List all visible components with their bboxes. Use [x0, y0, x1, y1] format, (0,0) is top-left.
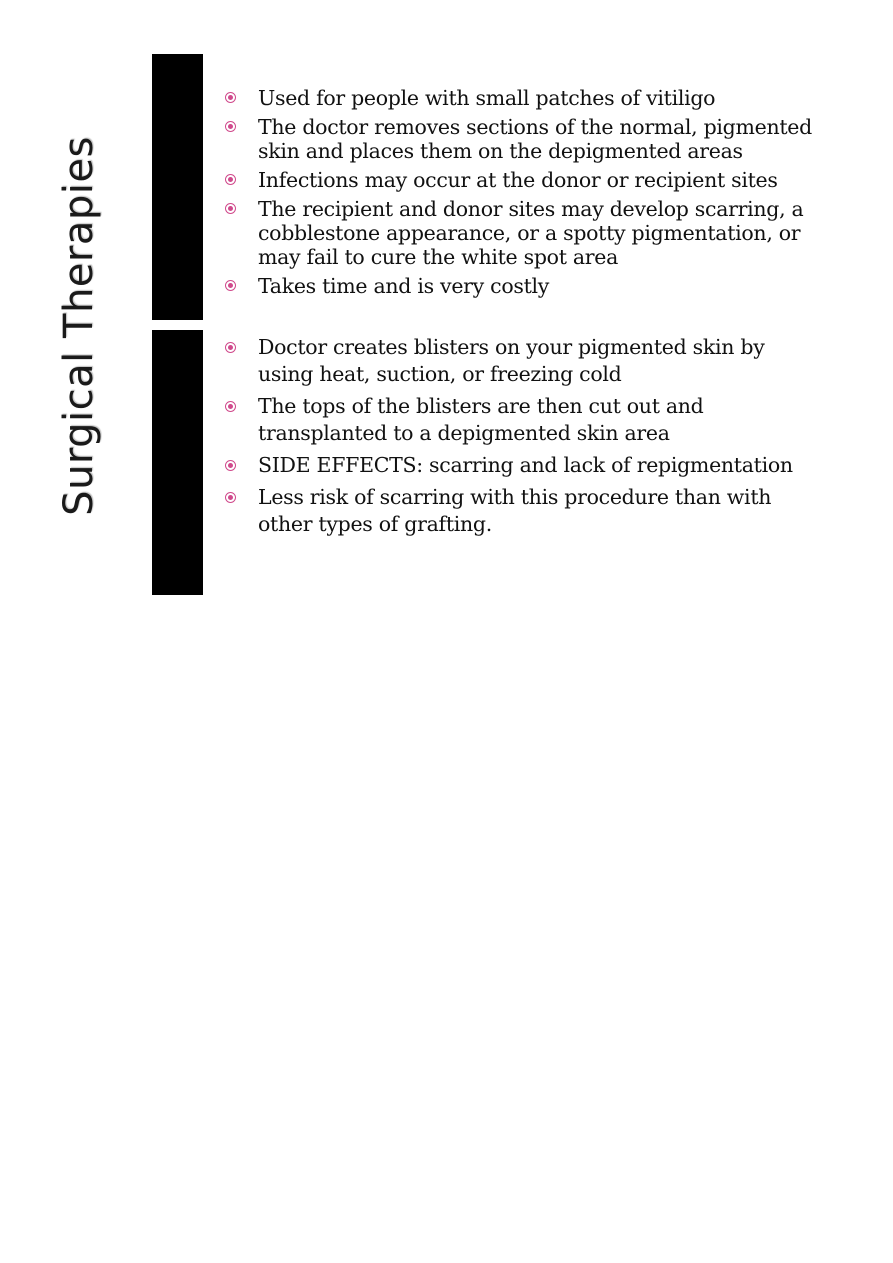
section-bar	[152, 54, 203, 320]
section-blister-grafting	[152, 330, 812, 595]
bullet-text: The tops of the blisters are then cut out and transplanted to a depigmented skin area	[258, 394, 704, 445]
list-item	[224, 393, 814, 447]
bullet-text: Used for people with small patches of vitiligo	[258, 86, 716, 110]
bullet-icon	[225, 92, 236, 103]
list-item	[224, 452, 814, 479]
list-item	[224, 334, 814, 388]
list-item	[224, 484, 814, 538]
list-item	[224, 86, 814, 110]
bullet-icon	[225, 280, 236, 291]
bullet-text: Infections may occur at the donor or recipient sites	[258, 168, 778, 192]
bullet-list	[224, 334, 814, 543]
bullet-icon	[225, 342, 236, 353]
section-skin-grafts	[152, 54, 812, 320]
section-bar	[152, 330, 203, 595]
bullet-icon	[225, 492, 236, 503]
list-item	[224, 274, 814, 298]
bullet-icon	[225, 401, 236, 412]
page-title: Surgical Therapies	[56, 136, 102, 516]
list-item	[224, 168, 814, 192]
list-item	[224, 115, 814, 163]
bullet-text: SIDE EFFECTS: scarring and lack of repigmentation	[258, 453, 793, 477]
bullet-icon	[225, 203, 236, 214]
bullet-list	[224, 86, 814, 303]
bullet-text: Less risk of scarring with this procedure than with other types of grafting.	[258, 485, 772, 536]
bullet-text: Takes time and is very costly	[258, 274, 550, 298]
bullet-icon	[225, 460, 236, 471]
bullet-text: Doctor creates blisters on your pigmented skin by using heat, suction, or freezing cold	[258, 335, 765, 386]
bullet-icon	[225, 121, 236, 132]
bullet-text: The recipient and donor sites may develop scarring, a cobblestone appearance, or a spotty pigmentation, or may fail to cure the white spot area	[258, 197, 804, 269]
bullet-text: The doctor removes sections of the normal, pigmented skin and places them on the depigmented areas	[258, 115, 812, 163]
bullet-icon	[225, 174, 236, 185]
list-item	[224, 197, 814, 269]
